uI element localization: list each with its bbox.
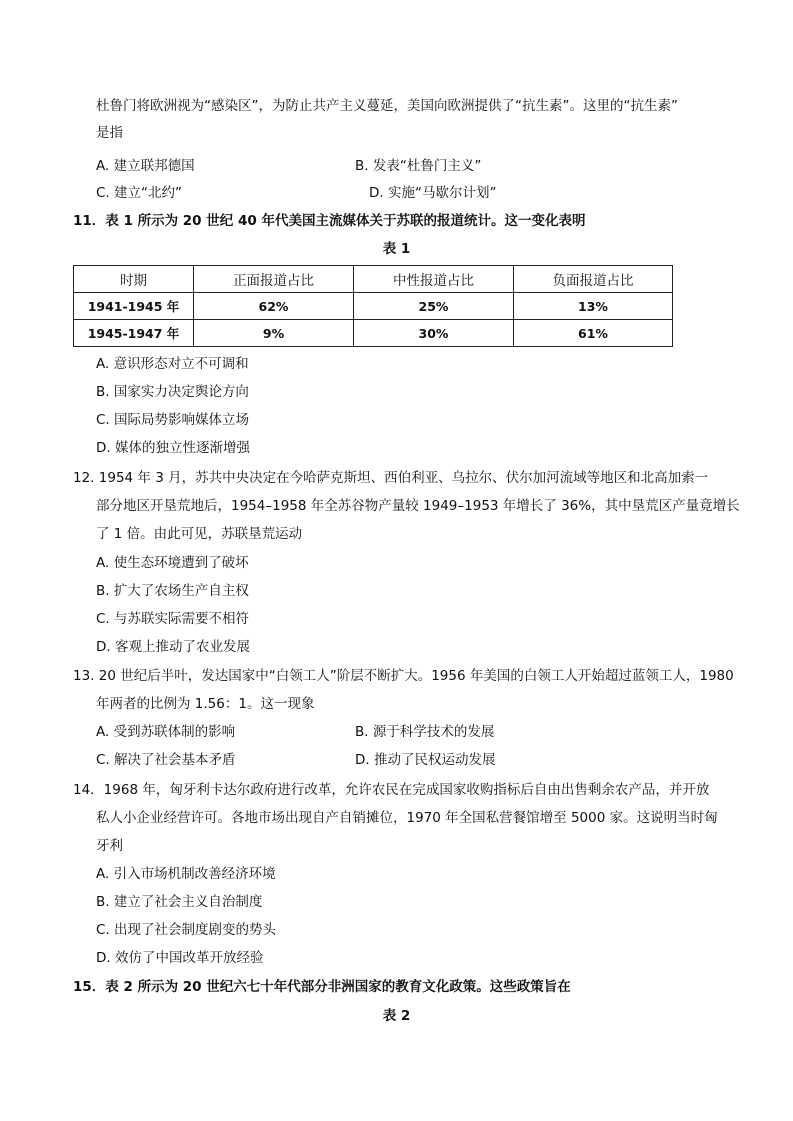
- table-cell: 1941-1945 年: [74, 293, 194, 320]
- table-row: [74, 320, 673, 347]
- q10-option-b: B. 发表“杜鲁门主义”: [355, 158, 482, 174]
- q13-option-d: D. 推动了民权运动发展: [355, 752, 496, 768]
- table-1-header: 时期: [74, 266, 194, 293]
- table-1-header-row: [74, 266, 673, 293]
- q12-option-a: A. 使生态环境遭到了破坏: [96, 555, 249, 571]
- q10-stem-line2: 是指: [96, 125, 123, 141]
- q14-stem-line1: 14．1968 年，匈牙利卡达尔政府进行改革，允许农民在完成国家收购指标后自由出售剩余农产品，并开放: [73, 782, 710, 798]
- q12-stem-line2: 部分地区开垦荒地后，1954–1958 年全苏谷物产量较 1949–1953 年增长了 36%，其中垦荒区产量竟增长: [96, 498, 740, 514]
- table-2-caption: 表 2: [382, 1008, 411, 1024]
- q11-option-a: A. 意识形态对立不可调和: [96, 356, 249, 372]
- q13-option-a: A. 受到苏联体制的影响: [96, 724, 236, 740]
- q15-stem: 15．表 2 所示为 20 世纪六七十年代部分非洲国家的教育文化政策。这些政策旨在: [73, 979, 571, 995]
- q14-option-b: B. 建立了社会主义自治制度: [96, 894, 263, 910]
- q13-option-b: B. 源于科学技术的发展: [355, 724, 495, 740]
- q12-option-d: D. 客观上推动了农业发展: [96, 639, 250, 655]
- q10-stem-line1: 杜鲁门将欧洲视为“感染区”，为防止共产主义蔓延，美国向欧洲提供了“抗生素”。这里的“抗生素”: [96, 98, 678, 114]
- table-cell: 1945-1947 年: [74, 320, 194, 347]
- q14-stem-line3: 牙利: [96, 838, 123, 854]
- q11-option-d: D. 媒体的独立性逐渐增强: [96, 440, 250, 456]
- table-row: [74, 293, 673, 320]
- q11-option-b: B. 国家实力决定舆论方向: [96, 384, 249, 400]
- table-cell: 62%: [194, 293, 354, 320]
- q12-option-c: C. 与苏联实际需要不相符: [96, 611, 250, 627]
- table-cell: 13%: [514, 293, 673, 320]
- q14-option-c: C. 出现了社会制度剧变的势头: [96, 922, 277, 938]
- table-cell: 9%: [194, 320, 354, 347]
- q14-stem-line2: 私人小企业经营许可。各地市场出现自产自销摊位，1970 年全国私营餐馆增至 5000 家。这说明当时匈: [96, 810, 718, 826]
- table-1-header: 中性报道占比: [354, 266, 514, 293]
- table-1-header: 正面报道占比: [194, 266, 354, 293]
- q14-option-d: D. 效仿了中国改革开放经验: [96, 950, 264, 966]
- q10-option-c: C. 建立“北约”: [96, 185, 182, 201]
- q13-option-c: C. 解决了社会基本矛盾: [96, 752, 236, 768]
- table-cell: 25%: [354, 293, 514, 320]
- q12-stem-line3: 了 1 倍。由此可见，苏联垦荒运动: [96, 526, 303, 542]
- q11-stem: 11．表 1 所示为 20 世纪 40 年代美国主流媒体关于苏联的报道统计。这一变化表明: [73, 213, 586, 229]
- q10-option-a: A. 建立联邦德国: [96, 158, 195, 174]
- q10-option-d: D. 实施“马歇尔计划”: [369, 185, 497, 201]
- table-1: [73, 265, 673, 347]
- q13-stem-line1: 13. 20 世纪后半叶，发达国家中“白领工人”阶层不断扩大。1956 年美国的白领工人开始超过蓝领工人，1980: [73, 668, 734, 684]
- table-1-caption: 表 1: [382, 241, 411, 257]
- q12-option-b: B. 扩大了农场生产自主权: [96, 583, 249, 599]
- q11-option-c: C. 国际局势影响媒体立场: [96, 412, 250, 428]
- q14-option-a: A. 引入市场机制改善经济环境: [96, 866, 276, 882]
- table-cell: 61%: [514, 320, 673, 347]
- table-cell: 30%: [354, 320, 514, 347]
- q13-stem-line2: 年两者的比例为 1.56：1。这一现象: [96, 696, 315, 712]
- q12-stem-line1: 12. 1954 年 3 月，苏共中央决定在今哈萨克斯坦、西伯利亚、乌拉尔、伏尔加河流域等地区和北高加索一: [73, 470, 709, 486]
- table-1-header: 负面报道占比: [514, 266, 673, 293]
